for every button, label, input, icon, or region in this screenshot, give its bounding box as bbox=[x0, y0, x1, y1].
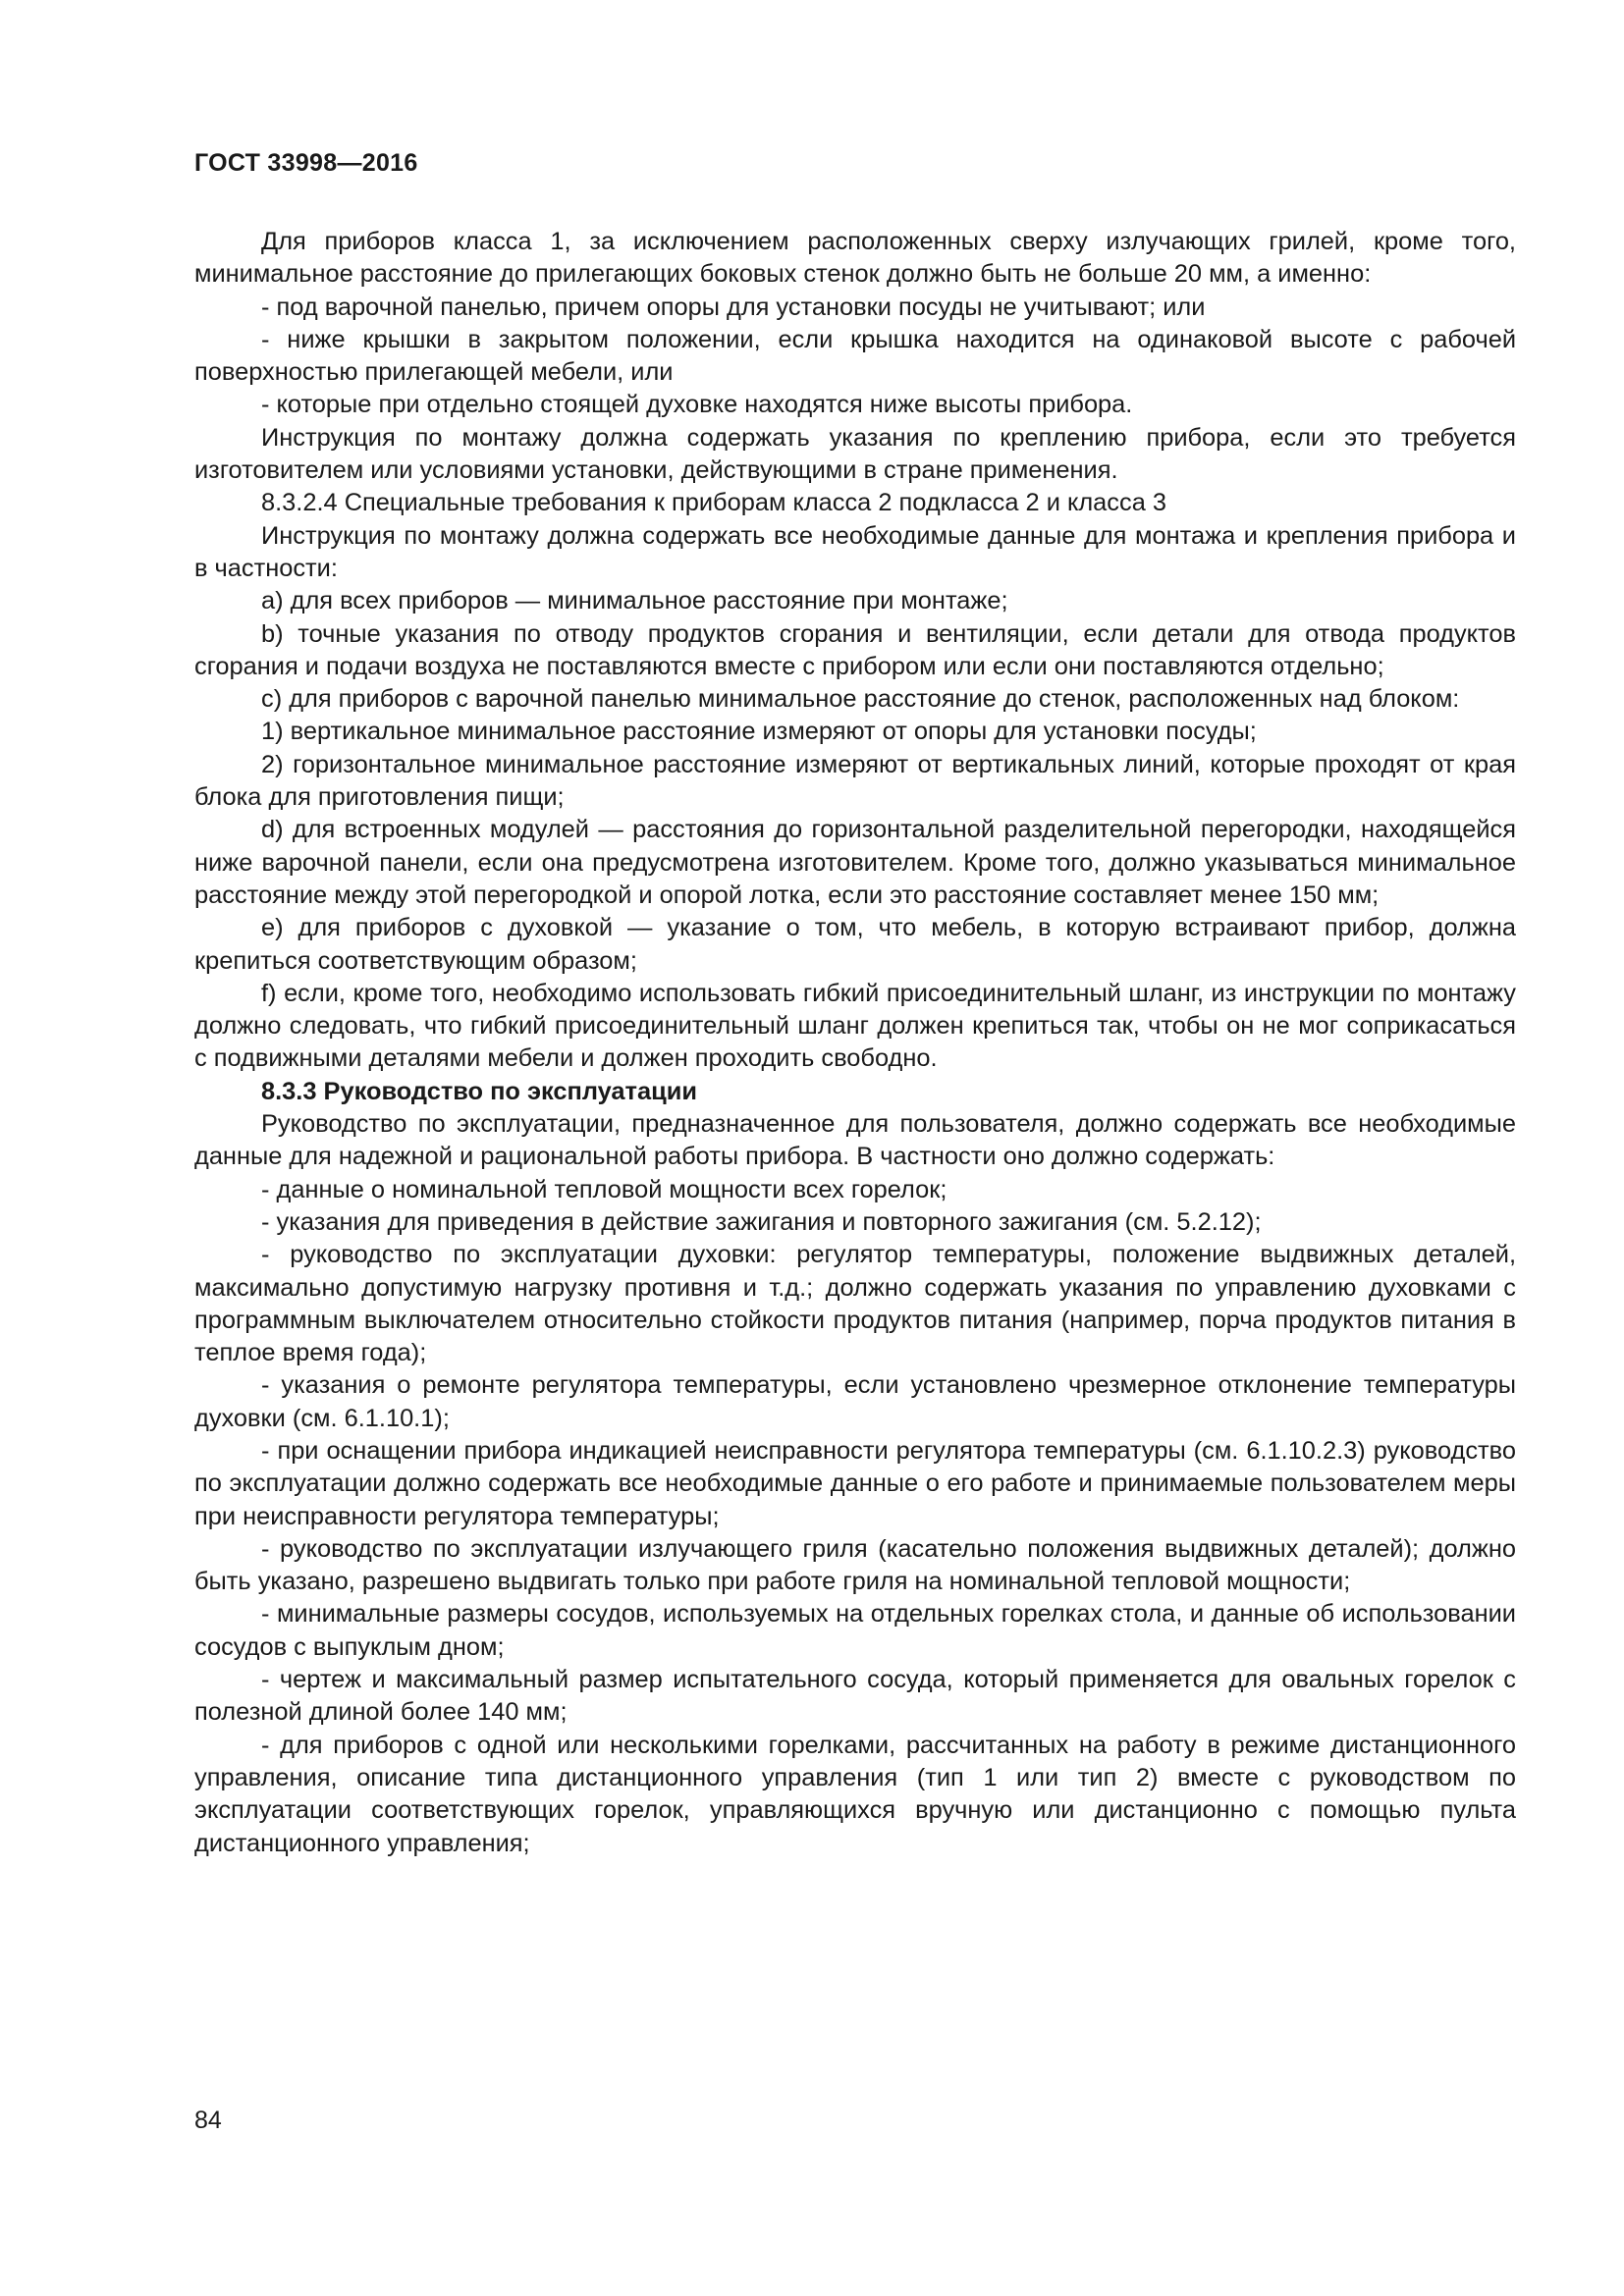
list-item: - которые при отдельно стоящей духовке находятся ниже высоты прибора. bbox=[261, 391, 1133, 419]
list-item: - при оснащении прибора индикацией неисправности регулятора температуры (см. 6.1.10.2.3) руководство по эксплуатации должно содержать все необходимые данные о его работе и принимаемые пользователем меры при неисправности регулятора температуры; bbox=[194, 1436, 1516, 1530]
paragraph: Инструкция по монтажу должна содержать все необходимые данные для монтажа и крепления прибора и в частности: bbox=[194, 521, 1516, 582]
list-item: - под варочной панелью, причем опоры для установки посуды не учитывают; или bbox=[261, 293, 1206, 321]
list-item: - руководство по эксплуатации духовки: регулятор температуры, положение выдвижных деталей, максимально допустимую нагрузку противня и т.д.; должно содержать указания по управлению духовками с программным выключателем относительно стойкости продуктов питания (например, порча продуктов питания в теплое время года); bbox=[194, 1241, 1516, 1367]
list-item: e) для приборов с духовкой — указание о том, что мебель, в которую встраивают прибор, должна крепиться соответствующим образом; bbox=[194, 914, 1516, 975]
section-heading: 8.3.3 Руководство по эксплуатации bbox=[261, 1077, 697, 1105]
list-item: 2) горизонтальное минимальное расстояние измеряют от вертикальных линий, которые проходят от края блока для приготовления пищи; bbox=[194, 750, 1516, 812]
document-body bbox=[194, 226, 1516, 1860]
list-item: - чертеж и максимальный размер испытательного сосуда, который применяется для овальных горелок с полезной длиной более 140 мм; bbox=[194, 1666, 1516, 1727]
page-number: 84 bbox=[194, 2107, 222, 2134]
list-item: - для приборов с одной или несколькими горелками, рассчитанных на работу в режиме дистанционного управления, описание типа дистанционного управления (тип 1 или тип 2) вместе с руководством по эксплуатации соответствующих горелок, управляющихся вручную или дистанционно с помощью пульта дистанционного управления; bbox=[194, 1731, 1516, 1857]
paragraph: Руководство по эксплуатации, предназначенное для пользователя, должно содержать все необходимые данные для надежной и рациональной работы прибора. В частности оно должно содержать: bbox=[194, 1110, 1516, 1171]
document-header: ГОСТ 33998—2016 bbox=[194, 149, 418, 177]
list-item: - данные о номинальной тепловой мощности всех горелок; bbox=[261, 1175, 947, 1203]
list-item: - указания о ремонте регулятора температуры, если установлено чрезмерное отклонение температуры духовки (см. 6.1.10.1); bbox=[194, 1371, 1516, 1432]
list-item: f) если, кроме того, необходимо использовать гибкий присоединительный шланг, из инструкции по монтажу должно следовать, что гибкий присоединительный шланг должен крепиться так, чтобы он не мог соприкасаться с подвижными деталями мебели и должен проходить свободно. bbox=[194, 979, 1516, 1073]
section-heading: 8.3.2.4 Специальные требования к приборам класса 2 подкласса 2 и класса 3 bbox=[261, 489, 1166, 517]
list-item: - руководство по эксплуатации излучающего гриля (касательно положения выдвижных деталей); должно быть указано, разрешено выдвигать только при работе гриля на номинальной тепловой мощности; bbox=[194, 1534, 1516, 1596]
list-item: b) точные указания по отводу продуктов сгорания и вентиляции, если детали для отвода продуктов сгорания и подачи воздуха не поставляются вместе с прибором или если они поставляются отдельно; bbox=[194, 619, 1516, 680]
list-item: - минимальные размеры сосудов, используемых на отдельных горелках стола, и данные об использовании сосудов с выпуклым дном; bbox=[194, 1600, 1516, 1661]
list-item: - ниже крышки в закрытом положении, если крышка находится на одинаковой высоте с рабочей поверхностью прилегающей мебели, или bbox=[194, 325, 1516, 387]
list-item: - указания для приведения в действие зажигания и повторного зажигания (см. 5.2.12); bbox=[261, 1207, 1262, 1236]
list-item: c) для приборов с варочной панелью минимальное расстояние до стенок, расположенных над блоком: bbox=[261, 685, 1460, 714]
list-item: a) для всех приборов — минимальное расстояние при монтаже; bbox=[261, 587, 1008, 615]
paragraph: Для приборов класса 1, за исключением расположенных сверху излучающих грилей, кроме того, минимальное расстояние до прилегающих боковых стенок должно быть не больше 20 мм, а именно: bbox=[194, 228, 1516, 289]
list-item: d) для встроенных модулей — расстояния до горизонтальной разделительной перегородки, находящейся ниже варочной панели, если она предусмотрена изготовителем. Кроме того, должно указываться минимальное расстояние между этой перегородкой и опорой лотка, если это расстояние составляет менее 150 мм; bbox=[194, 816, 1516, 909]
list-item: 1) вертикальное минимальное расстояние измеряют от опоры для установки посуды; bbox=[261, 718, 1257, 746]
paragraph: Инструкция по монтажу должна содержать указания по креплению прибора, если это требуется изготовителем или условиями установки, действующими в стране применения. bbox=[194, 423, 1516, 485]
